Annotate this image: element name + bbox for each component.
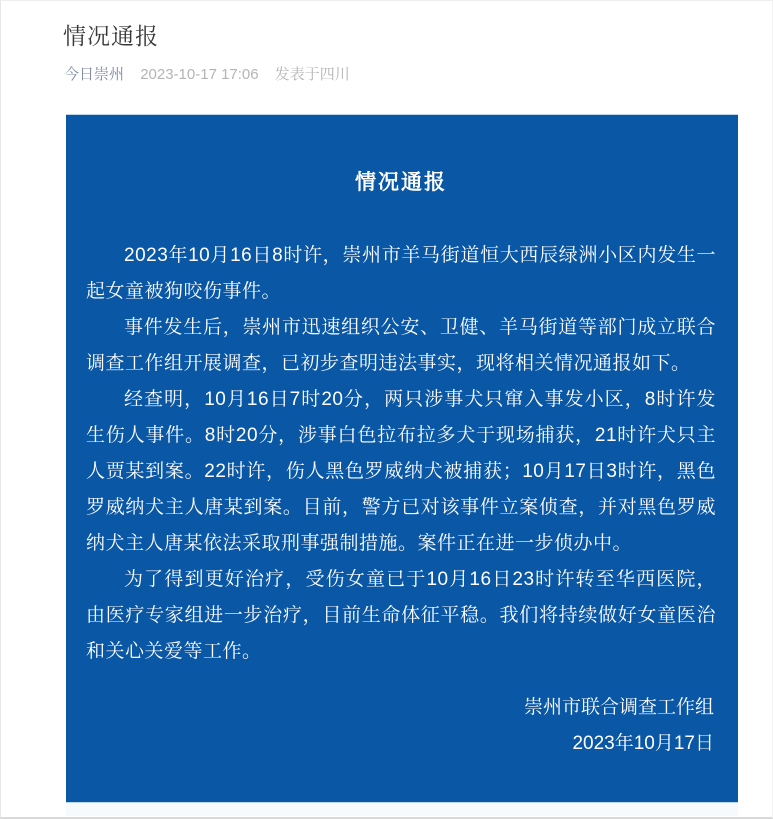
notice-paragraph: 经查明，10月16日7时20分，两只涉事犬只窜入事发小区，8时许发生伤人事件。8时20分，涉事白色拉布拉多犬于现场捕获，21时许犬只主人贾某到案。22时许，伤人黑色罗威纳犬被捕获；10月17日3时许，黑色罗威纳犬主人唐某到案。目前，警方已对该事件立案侦查，并对黑色罗威纳犬主人唐某依法采取刑事强制措施。案件正在进一步侦办中。 bbox=[86, 389, 716, 554]
notice-paragraph: 为了得到更好治疗，受伤女童已于10月16日23时许转至华西医院，由医疗专家组进一步治疗，目前生命体征平稳。我们将持续做好女童医治和关心关爱等工作。 bbox=[86, 569, 716, 662]
signature-date: 2023年10月17日 bbox=[572, 733, 714, 754]
notice-title: 情况通报 bbox=[355, 171, 447, 194]
notice-paragraph: 2023年10月16日8时许，崇州市羊马街道恒大西辰绿洲小区内发生一起女童被狗咬伤事件。 bbox=[86, 245, 716, 302]
notice-signature bbox=[86, 690, 716, 762]
publish-location: 发表于四川 bbox=[274, 66, 350, 83]
image-bottom-strip bbox=[66, 803, 738, 816]
publish-datetime: 2023-10-17 17:06 bbox=[140, 66, 259, 83]
notice-image bbox=[66, 114, 738, 803]
signature-org: 崇州市联合调查工作组 bbox=[523, 697, 714, 718]
notice-paragraph: 事件发生后，崇州市迅速组织公安、卫健、羊马街道等部门成立联合调查工作组开展调查，已初步查明违法事实，现将相关情况通报如下。 bbox=[86, 317, 716, 374]
page-title: 情况通报 bbox=[63, 23, 159, 49]
account-name-link[interactable]: 今日崇州 bbox=[64, 66, 125, 83]
notice-body bbox=[86, 238, 716, 670]
article-meta bbox=[64, 64, 732, 85]
